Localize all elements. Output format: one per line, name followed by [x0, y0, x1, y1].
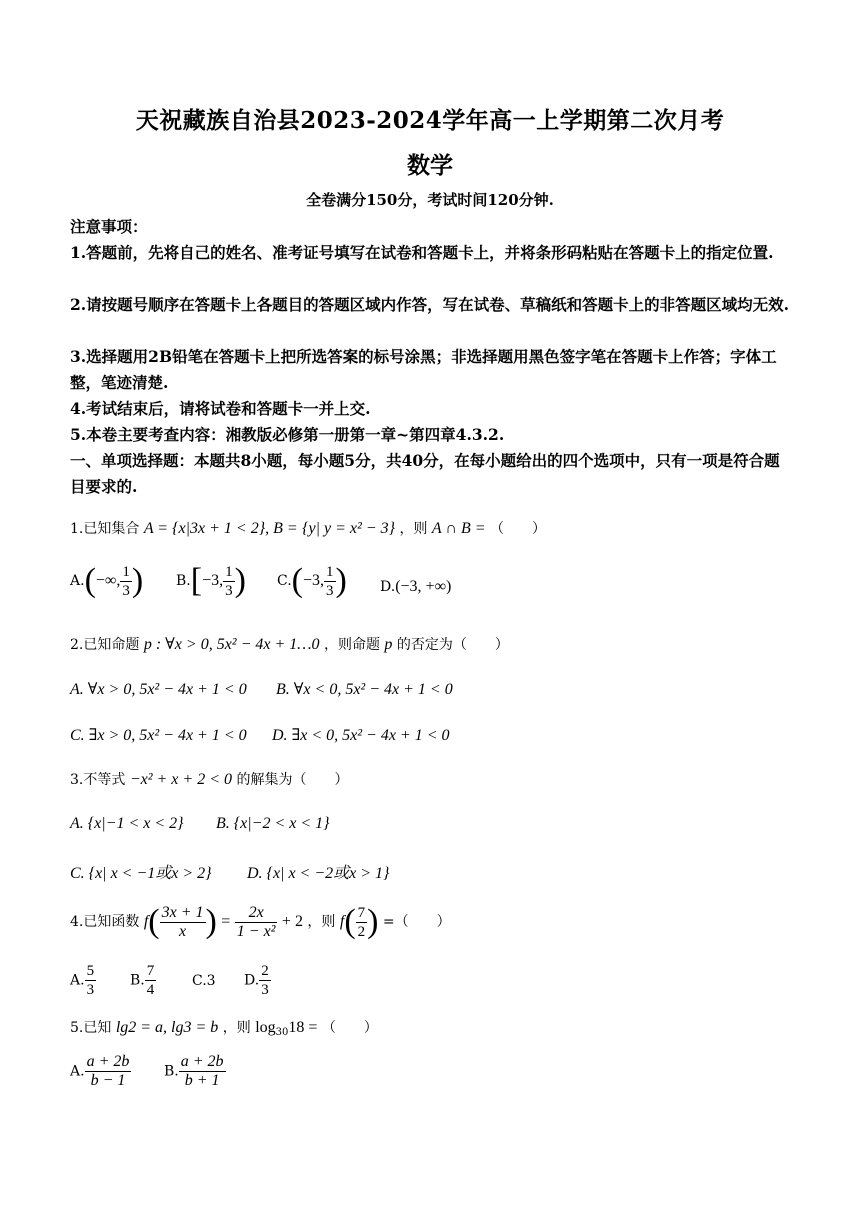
notice-item-5: 5.本卷主要考查内容：湘教版必修第一册第一章~第四章4.3.2. — [70, 425, 505, 444]
q2-option-c: C. ∃x > 0, 5x² − 4x + 1 < 0 — [70, 727, 247, 744]
q4-option-d: D. $\frac{2}{3}$ — [244, 963, 269, 998]
question-3: 3.不等式 −x² + x + 2 < 0 的解集为（ ） — [70, 771, 349, 788]
q3-option-a: A. {x|−1 < x < 2} — [70, 815, 184, 832]
notice-item-1: 1.答题前，先将自己的姓名、准考证号填写在试卷和答题卡上，并将条形码粘贴在答题卡上的指定位置. — [70, 243, 774, 262]
subject-title: 数学 — [407, 152, 453, 179]
score-line: 全卷满分150分，考试时间120分钟. — [306, 191, 554, 209]
notice-item-4: 4.考试结束后，请将试卷和答题卡一并上交. — [70, 399, 371, 418]
q1-option-a: A.(−∞, $\frac{1}{3}$ ) — [70, 562, 144, 599]
q2-option-b: B. ∀x < 0, 5x² − 4x + 1 < 0 — [276, 681, 453, 698]
question-5: 5.已知 lg2 = a, lg3 = b ，则 $\log_{30}18$ = （ ） — [70, 1019, 378, 1038]
q3-option-d: D. {x| x < −2或x > 1} — [247, 865, 390, 882]
notice-item-2: 2.请按题号顺序在答题卡上各题目的答题区域内作答，写在试卷、草稿纸和答题卡上的非答题区域均无效. — [70, 295, 790, 314]
q1-option-d: D.(−3, +∞) — [380, 578, 452, 595]
q3-option-b: B. {x|−2 < x < 1} — [216, 815, 330, 832]
q5-option-a: A. $\frac{a + 2b}{b - 1}$ — [70, 1053, 130, 1089]
q5-option-b: B. $\frac{a + 2b}{b + 1}$ — [164, 1053, 224, 1089]
q2-option-a: A. ∀x > 0, 5x² − 4x + 1 < 0 — [70, 681, 247, 698]
exam-title: 天祝藏族自治县2023-2024学年高一上学期第二次月考 — [135, 107, 725, 134]
q3-option-c: C. {x| x < −1或x > 2} — [70, 865, 212, 882]
q4-option-b: B. $\frac{7}{4}$ — [130, 963, 155, 998]
question-2: 2.已知命题 p : ∀x > 0, 5x² − 4x + 1…0 ，则命题 p 的否定为（ ） — [70, 636, 509, 653]
q1-option-c: C.(−3, $\frac{1}{3}$ ) — [277, 562, 347, 599]
notice-item-3: 3.选择题用2B铅笔在答题卡上把所选答案的标号涂黑；非选择题用黑色签字笔在答题卡上作答；字体工整，笔迹清楚. — [70, 347, 777, 392]
section-heading: 一、单项选择题：本题共8小题，每小题5分，共40分，在每小题给出的四个选项中，只有一项是符合题目要求的. — [70, 451, 780, 496]
q4-option-c: C.3 — [192, 973, 216, 989]
q1-option-b: B.[−3, $\frac{1}{3}$ ) — [176, 562, 246, 599]
question-1: 1.已知集合 A = {x|3x + 1 < 2}, B = {y| y = x² − 3} ，则 A ∩ B = （ ） — [70, 520, 546, 537]
question-4: 4.已知函数 f( $\frac{3x + 1}{x}$ ) = $\frac{2x}{\text{1 − x²}}$ + 2 ，则 f( $\frac{7}{2}$ ) =（ ） — [70, 903, 451, 940]
q4-option-a: A. $\frac{5}{3}$ — [70, 963, 95, 998]
q2-option-d: D. ∃x < 0, 5x² − 4x + 1 < 0 — [272, 727, 450, 744]
notice-heading: 注意事项： — [70, 217, 148, 236]
